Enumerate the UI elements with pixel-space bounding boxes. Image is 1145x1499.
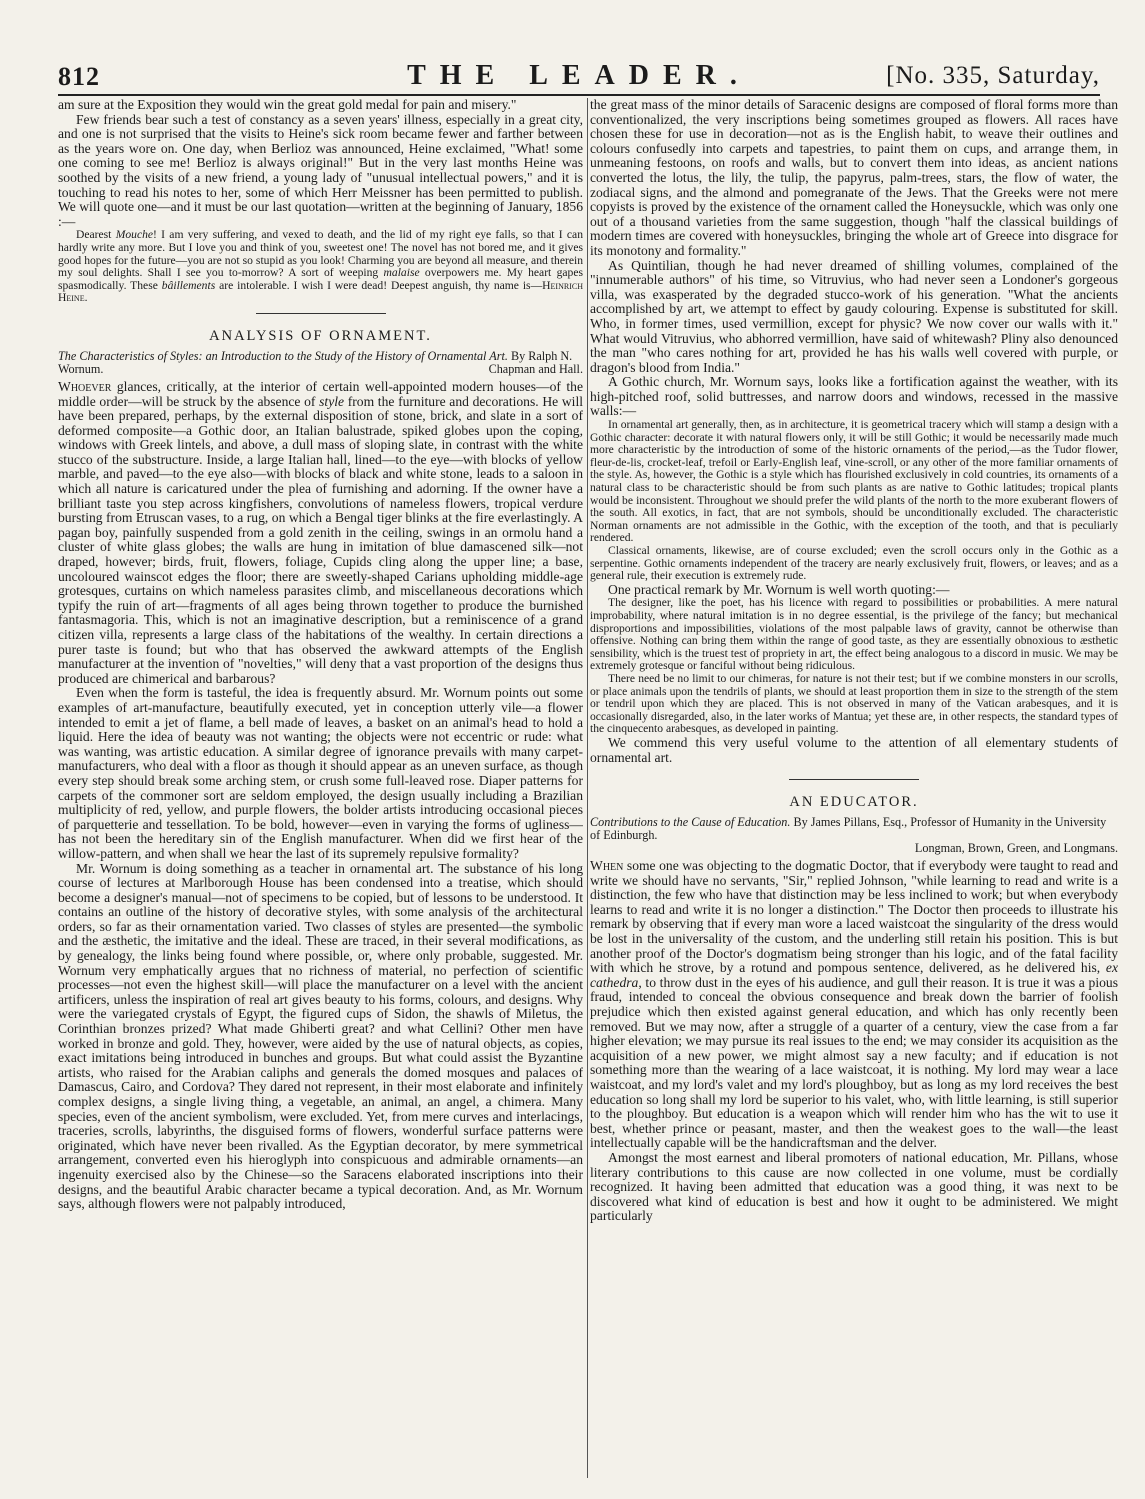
right-column bbox=[590, 98, 1118, 1478]
signature: Heinrich Heine. bbox=[58, 278, 583, 305]
section-title: ANALYSIS OF ORNAMENT. bbox=[209, 327, 432, 344]
paragraph: am sure at the Exposition they would win the great gold medal for pain and misery." bbox=[58, 98, 517, 112]
book-publisher: Longman, Brown, Green, and Longmans. bbox=[914, 841, 1118, 856]
paragraph: Even when the form is tasteful, the idea is frequently absurd. Mr. Wornum points out some examples of art-manufacture, beautifully executed, yet in conception utterly vile—a flower intended to emit a jet of flame, a bell made of leaves, a basket on an animal's head to hold a liquid. Here the idea of beauty was not wanting; the objects were not eccentric or rude: what was wanting, was artistic education. A similar degree of ignorance prevails with many carpet-manufacturers, who deal with a floor as though it should appear as an uneven surface, as though every step should break some arching stem, or crush some full-leaved rose. Diaper patterns for carpets of the commoner sort are seldom employed, the design usually including a Brazilian multiplicity of red, yellow, and purple flowers, the bolder artists introducing occasional pieces of parquetterie and tessellation. To be bold, however—even in varying the forms of ugliness—has not been the hereditary sin of the English manufacturer. When did we first hear of the willow-pattern, and when shall we hear the last of its supremely repulsive formality? bbox=[58, 685, 583, 861]
header-rule bbox=[58, 94, 1100, 96]
paragraph: Mr. Wornum is doing something as a teacher in ornamental art. The substance of his long course of lectures at Marlborough House has been condensed into a treatise, which should become a designer's manual—not of specimens to be copied, but of lessons to be understood. It contains an outline of the history of decorative styles, with some analysis of the architectural orders, so far as their ornamentation varied. Two classes of styles are presented—the symbolic and the æsthetic, the imitative and the ideal. These are traced, in their several modifications, as by genealogy, the links being found where possible, or, where only probable, suggested. Mr. Wornum very emphatically argues that no richness of material, no perfection of scientific processes—not even the highest skill—will place the manufacturer on a level with the ancient artificers, unless the inspiration of real art gives beauty to his forms, colours, and designs. Why were the variegated crystals of Egypt, the figured cups of Sidon, the shawls of Miletus, the Corinthian bronzes prized? What made Ghiberti great? and what Cellini? Other men have worked in bronze and gold. They, however, were aided by the use of natural objects, as copies, exact imitations being introduced in bunches and groups. But what could assist the Byzantine artists, who raised for the Arabian caliphs and generals the domed mosques and palaces of Damascus, Cairo, and Cordova? They dared not represent, in their most elaborate and infinitely complex designs, a single living thing, a vegetable, an animal, an angel, a chimera. Many species, even of the ancient symbolism, were excluded. Yet, from mere curves and interlacings, traceries, scrolls, labyrinths, the disguised forms of flowers, wonderful surface patterns were originated, which have never been rivalled. As the Egyptian decorator, by mere symmetrical arrangement, converted even his hieroglyph into conspicuous and admirable ornaments—an ingenuity exercised also by the Chinese—so the Saracens elaborated inscriptions into their designs, and the beautiful Arabic character became a typical decoration. And, as Mr. Wornum says, although flowers were not palpably introduced, bbox=[58, 860, 583, 1212]
page-header bbox=[58, 60, 1100, 94]
paragraph: We commend this very useful volume to the attention of all elementary students of ornamental art. bbox=[590, 734, 1118, 765]
paragraph: Amongst the most earnest and liberal promoters of national education, Mr. Pillans, whose literary contributions to this cause are now collected in one volume, must be cordially recognized. It having been admitted that education was a good thing, it was next to be discovered what kind of education is best and how it ought to be administered. We might particularly bbox=[590, 1149, 1118, 1224]
masthead: THE LEADER. bbox=[407, 60, 751, 91]
book-citation: The Characteristics of Styles: an Introduction to the Study of the History of Ornamental Art. By Ralph N. Wornum. Chapman and Hall. bbox=[58, 348, 583, 376]
lead-word: When bbox=[590, 858, 624, 874]
book-citation: Contributions to the Cause of Education. By James Pillans, Esq., Professor of Humanity in the University of Edinburgh. bbox=[590, 815, 1107, 843]
paragraph: When some one was objecting to the dogmatic Doctor, that if everybody were taught to read and write we should have no servants, "Sir," replied Johnson, "while learning to read and write is a distinction, the few who have that distinction may be less inclined to work; but when everybody learns to read and write it is no longer a distinction." The Doctor then proceeds to illustrate his remark by observing that if every man wore a laced waistcoat the singularity of the dress would be lost in the universality of the custom, and the underling still retain his position. This is but another proof of the Doctor's dogmatism being stronger than his logic, and of the fatal facility with which he strove, by a rotund and pompous sentence, delivered, as he delivered his, ex cathedra, to throw dust in the eyes of his audience, and gull their reason. It is true it was a pious fraud, intended to conceal the obvious consequence and break down the barrier of foolish prejudice which then existed against general education, and which has only recently been removed. But we may now, after a struggle of a quarter of a century, view the case from a far higher elevation; we may pursue its real issues to the end; we may consider its acquisition as the acquisition of a new power, we might almost say a new faculty; and if education is not something more than the wearing of a lace waistcoat, it is nothing. My lord may wear a lace waistcoat, and my lord's valet and my lord's ploughboy, but as long as my lord receives the best education so long shall my lord be superior to his valet, who, with little learning, is still superior to the ploughboy. But education is a weapon which will render him who has the wit to use it best, whether prince or peasant, master, and then the weakest goes to the wall—the least intellectually capable will be the handicraftsman and the delver. bbox=[590, 858, 1118, 1151]
lead-word: Whoever bbox=[58, 378, 112, 394]
issue-label: [No. 335, Saturday, bbox=[886, 62, 1100, 89]
left-column bbox=[58, 98, 583, 1478]
block-quote: Classical ornaments, likewise, are of course excluded; even the scroll occurs only in the Gothic as a serpentine. Gothic ornaments independent of the tracery are nearly exclusively fruit, flowers, or leaves; and as a general rule, their execution is extremely rude. bbox=[590, 544, 1118, 583]
paragraph: Whoever glances, critically, at the interior of certain well-appointed modern houses—of the middle order—will be struck by the absence of style from the furniture and decorations. He will have been prepared, perhaps, by the external disposition of stone, brick, and slate in a sort of deformed composite—a Gothic door, an Italian balustrade, spiked globes upon the coping, windows with Greek lintels, and above, a dull mass of sloping slate, in contrast with the white stucco of the substructure. Inside, a large Italian hall, lined—to the eye—with blocks of yellow marble, and paved—to the eye also—with blocks of black and white stone, leads to a saloon in which all nature is caricatured under the plea of furnishing and adorning. If the owner have a brilliant taste you step across kingfishers, convolutions of nameless flowers, tropical verdure bursting from Etruscan vases, to a rug, on which a Bengal tiger blinks at the fire everlastingly. A pagan boy, painfully suspended from a gold zenith in the ceiling, swings in an ormolu hand a cluster of white glass globes; the walls are hung in imitation of blue damascened silk—not draped, however; birds, fruit, flowers, foliage, Cupids cling along the upper line; a base, uncoloured wainscot edges the floor; there are sweetly-shaped Carians upholding middle-age grotesques, curtains on which nameless parasites climb, and miscellaneous decorations which typify the ruin of art—fragments of all ages being thrown together to produce the burnished fantasmagoria. This, which is not an imaginative description, but a reminiscence of a grand citizen villa, represents a large class of the habitations of the wealthy. In certain directions a purer taste is found; but who that has observed the awkward attempts of the English manufacturer at the invention of "novelties," will deny that a vast proportion of the designs thus produced are chimerical and barbarous? bbox=[58, 378, 583, 686]
column-divider bbox=[587, 98, 588, 1478]
page-number: 812 bbox=[58, 62, 100, 91]
paragraph: As Quintilian, though he had never dreamed of shilling volumes, complained of the "innumerable authors" of his time, so Vitruvius, who had never seen a Londoner's gorgeous villa, was exasperated by the degraded stucco-work of his generation. "What the ancients accomplished by art, we attempt to effect by gaudy colouring. Expense is substituted for skill. Who, in former times, used vermillion, except for physic? We now cover our walls with it." What would Vitruvius, who abhorred vermillion, have said of whitewash? Pliny also denounced the man "who cares nothing for art, provided he has his walls well covered with purple, or dragon's blood from India." bbox=[590, 257, 1118, 375]
paragraph: Few friends bear such a test of constancy as a seven years' illness, especially in a great city, and one is not surprised that the visits to Heine's sick room became fewer and farther between as the years wore on. One day, when Berlioz was announced, Heine exclaimed, "What! some one coming to see me! Berlioz is always original!" But in the very last months Heine was soothed by the visits of a new friend, a young lady of "unusual intellectual powers," and it is touching to read his notes to her, some of which Herr Meissner has been permitted to publish. We will quote one—and it must be our last quotation—written at the beginning of January, 1856 :— bbox=[58, 111, 583, 229]
paragraph: the great mass of the minor details of Saracenic designs are composed of floral forms more than conventionalized, the very inscriptions being sometimes grouped as flowers. All races have chosen these for use in decoration—not as is the English habit, to weave their outlines and colours confusedly into carpets and tapestries, to paint them on cups, and arrange them, in unmeaning festoons, on roofs and walls, but to convert them into ideas, as ancient nations converted the lotus, the lily, the tulip, the papyrus, palm-trees, stars, the flow of water, the zodiacal signs, and the almond and pomegranate of the Jews. That the Greeks were not mere copyists is proved by the existence of the ornament called the Honeysuckle, which was only one out of a thousand varieties from the same suggestion, though "half the classical buildings of modern times are covered with honeysuckles, bringing the whole art of Greece into disgrace for its monotony and formality." bbox=[590, 98, 1118, 258]
paragraph: A Gothic church, Mr. Wornum says, looks like a fortification against the weather, with its high-pitched roof, solid buttresses, and narrow doors and windows, recessed in the massive walls:— bbox=[590, 374, 1118, 419]
paragraph: One practical remark by Mr. Wornum is well worth quoting:— bbox=[608, 581, 950, 597]
block-quote: In ornamental art generally, then, as in architecture, it is geometrical tracery which will stamp a design with a Gothic character: decorate it with natural flowers only, it will be still Gothic; it would be necessarily made much more characteristic by the introduction of some of the historic ornaments of the period,—as the Tudor flower, fleur-de-lis, crocket-leaf, trefoil or Early-English leaf, vine-scroll, or any other of the more familiar ornaments of the style. As, however, the Gothic is a style which has flourished exclusively in cold countries, its ornaments of a natural class to be characteristic should be from such plants as are native to Gothic latitudes; tropical plants would be inconsistent. Throughout we should prefer the wild plants of the north to the more exuberant flowers of the south. All exotics, in fact, that are not symbols, should be unconditionally excluded. The characteristic Norman ornaments are not admissible in the Gothic, with the exception of the tooth, and that is peculiarly rendered. bbox=[590, 418, 1118, 545]
section-title: AN EDUCATOR. bbox=[789, 794, 919, 811]
section-divider bbox=[789, 779, 919, 780]
block-quote: The designer, like the poet, has his licence with regard to possibilities or probabilities. A mere natural improbability, where natural imitation is in no degree essential, is the privilege of the fancy; but mechanical disproportions and impossibilities, violations of the most palpable laws of gravity, cannot be otherwise than offensive. Nothing can bring them within the range of good taste, as they are essentially obnoxious to æsthetic sensibility, which is the truest test of propriety in art, the effect being analogous to a discord in music. We may be extremely grotesque or fanciful without being ridiculous. bbox=[590, 596, 1118, 673]
section-divider bbox=[256, 313, 386, 314]
block-quote: There need be no limit to our chimeras, for nature is not their test; but if we combine monsters in our scrolls, or place animals upon the tendrils of plants, we should at least proportion them in size to the strength of the stem or tendril upon which they are placed. This is not observed in many of the Vatican arabesques, and it is occasionally disregarded, also, in the later works of Mantua; yet these are, in other respects, the standard types of the cinquecento arabesques, as developed in painting. bbox=[590, 671, 1118, 736]
letter-quote: Dearest Mouche! I am very suffering, and vexed to death, and the lid of my right eye falls, so that I can hardly write any more. But I love you and think of you, sweetest one! The novel has not bored me, and it gives good hopes for the future—you are not so stupid as you look! Charming you are beyond all measure, and therein my soul delights. Shall I see you to-morrow? A sort of weeping malaise overpowers me. My heart gapes spasmodically. These bâillements are intolerable. I wish I were dead! Deepest anguish, thy name is—Heinrich Heine. bbox=[58, 228, 583, 305]
